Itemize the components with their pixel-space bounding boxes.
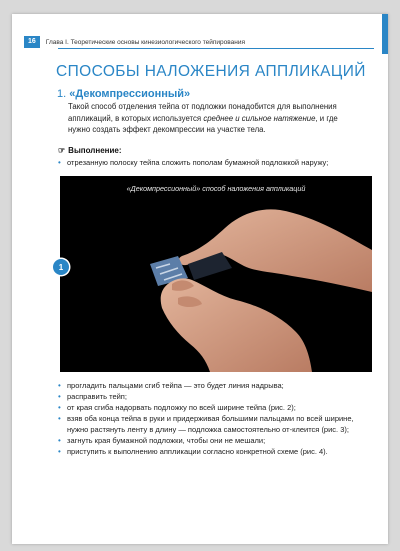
- subhead-number: 1.: [57, 88, 67, 100]
- step-text: загнуть края бумажной подложки, чтобы они не мешали;: [67, 436, 266, 445]
- page-edge-tab: [382, 14, 388, 54]
- bullet-icon: •: [58, 381, 61, 390]
- bullet-icon: •: [58, 158, 61, 167]
- bullet-icon: •: [58, 414, 61, 423]
- bullet-icon: •: [58, 447, 61, 456]
- intro-text-1: Такой способ отделения тейпа от подложки понадобится для выполнения аппликаций, в которых используется: [68, 102, 337, 123]
- running-header: [24, 36, 245, 48]
- intro-text-2: , и где нужно создать эффект декомпрессии на участке тела.: [68, 113, 338, 134]
- figure-caption: «Декомпрессионный» способ наложения аппликаций: [126, 184, 306, 193]
- step-text: отрезанную полоску тейпа сложить пополам бумажной подложкой наружу;: [67, 158, 329, 167]
- figure-number-badge: 1: [53, 259, 69, 275]
- steps-list-before: [57, 157, 362, 168]
- step-text: взяв оба конца тейпа в руки и придерживая большими пальцами по всей ширине, нужно растянуть ленту в длину — подложка самостоятельно от-клеится (рис. 3);: [67, 414, 354, 434]
- list-item: [57, 402, 362, 413]
- list-item: [57, 435, 362, 446]
- execution-heading: [58, 146, 122, 155]
- step-text: приступить к выполнению аппликации согласно конкретной схеме (рис. 4).: [67, 447, 328, 456]
- execution-label: Выполнение:: [68, 146, 122, 155]
- header-rule: [58, 48, 374, 49]
- list-item: [57, 413, 362, 435]
- bullet-icon: •: [58, 403, 61, 412]
- hands-illustration: [60, 176, 372, 372]
- bullet-icon: •: [58, 436, 61, 445]
- subhead-text: «Декомпрессионный»: [69, 88, 191, 100]
- intro-paragraph: [68, 101, 358, 136]
- running-head-text: Глава I. Теоретические основы кинезиологического тейпирования: [45, 38, 245, 46]
- step-text: прогладить пальцами сгиб тейпа — это будет линия надрыва;: [67, 381, 284, 390]
- list-item: [57, 446, 362, 457]
- page-title: СПОСОБЫ НАЛОЖЕНИЯ АППЛИКАЦИЙ: [56, 63, 366, 80]
- pointing-hand-icon: ☞: [58, 146, 66, 155]
- list-item: [57, 380, 362, 391]
- list-item: [57, 391, 362, 402]
- page-number: 16: [24, 36, 40, 48]
- step-text: от края сгиба надорвать подложку по всей ширине тейпа (рис. 2);: [67, 403, 296, 412]
- list-item: [57, 157, 362, 168]
- step-text: расправить тейп;: [67, 392, 127, 401]
- steps-list-after: [57, 380, 362, 457]
- bullet-icon: •: [58, 392, 61, 401]
- section-subhead: [57, 88, 190, 100]
- intro-emphasis: среднее и сильное натяжение: [203, 113, 316, 123]
- figure-photo: [60, 176, 372, 372]
